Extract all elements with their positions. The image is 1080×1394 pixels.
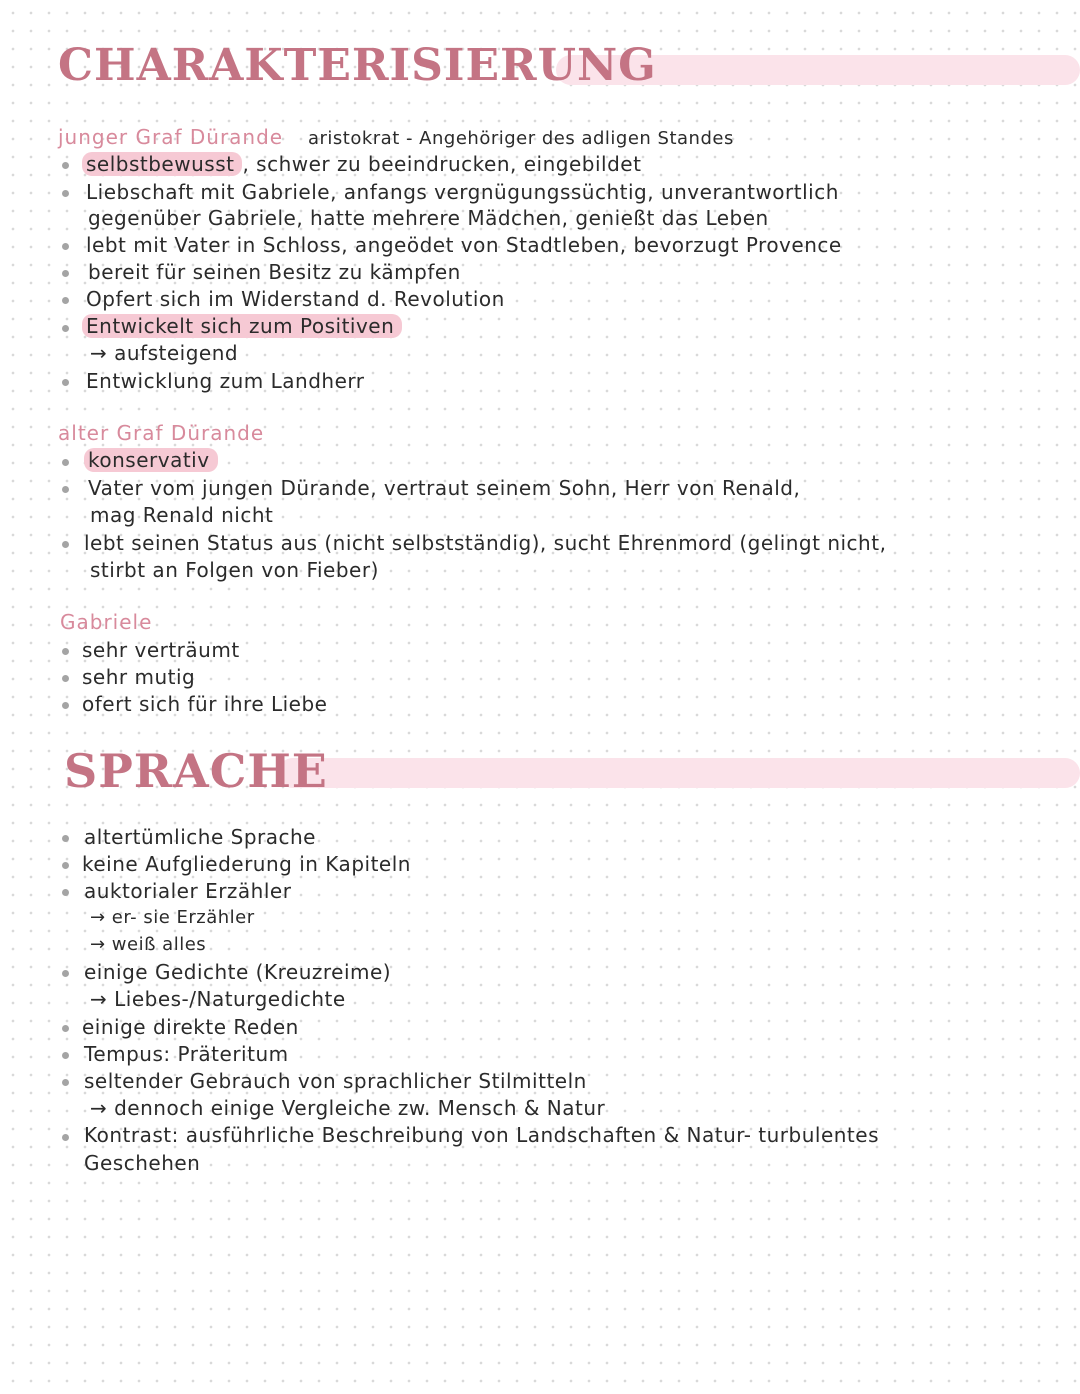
bullet: [62, 325, 69, 332]
bullet: [62, 1079, 69, 1086]
highlight-entwickelt: Entwickelt sich zum Positiven: [82, 314, 402, 338]
list-item-sub: → er- sie Erzähler: [90, 907, 255, 928]
list-item: bereit für seinen Besitz zu kämpfen: [88, 260, 461, 284]
list-item: Kontrast: ausführliche Beschreibung von Landschaften & Natur- turbulentes: [84, 1123, 879, 1147]
list-item: [86, 152, 641, 176]
list-item-continuation: Geschehen: [84, 1151, 201, 1175]
list-item: sehr verträumt: [82, 638, 240, 662]
heading-charakterisierung: CHARAKTERISIERUNG: [58, 40, 657, 91]
list-item: einige Gedichte (Kreuzreime): [84, 960, 392, 984]
list-item-sub: → aufsteigend: [90, 341, 239, 365]
list-item-sub: → weiß alles: [90, 934, 207, 955]
list-item-sub: → Liebes-/Naturgedichte: [90, 987, 346, 1011]
list-item: auktorialer Erzähler: [84, 879, 292, 903]
list-item: [86, 314, 402, 338]
bullet: [62, 1052, 69, 1059]
list-item: Tempus: Präteritum: [84, 1042, 289, 1066]
bullet: [62, 1134, 69, 1141]
subheading-alter-graf: alter Graf Dürande: [58, 421, 265, 445]
list-item-sub: → dennoch einige Vergleiche zw. Mensch & Natur: [90, 1096, 606, 1120]
highlight-selbstbewusst: selbstbewusst: [82, 152, 242, 176]
list-item: [88, 448, 218, 472]
subheading-junger-graf: junger Graf Dürande: [58, 125, 284, 149]
bullet: [62, 541, 69, 548]
bullet: [62, 162, 69, 169]
list-item: lebt seinen Status aus (nicht selbstständig), sucht Ehrenmord (gelingt nicht,: [84, 531, 887, 555]
bullet: [62, 970, 69, 977]
list-item: altertümliche Sprache: [84, 825, 316, 849]
list-item-continuation: gegenüber Gabriele, hatte mehrere Mädchen, genießt das Leben: [88, 206, 769, 230]
list-item: lebt mit Vater in Schloss, angeödet von Stadtleben, bevorzugt Provence: [86, 233, 842, 257]
heading-bar-sprache: [278, 758, 1080, 788]
bullet: [62, 297, 69, 304]
bullet: [62, 243, 69, 250]
bullet: [62, 1025, 69, 1032]
list-item: sehr mutig: [82, 665, 196, 689]
list-item: einige direkte Reden: [82, 1015, 299, 1039]
list-item: seltender Gebrauch von sprachlicher Stilmitteln: [84, 1069, 587, 1093]
list-item-text: , schwer zu beeindrucken, eingebildet: [242, 152, 642, 176]
heading-sprache: SPRACHE: [64, 744, 328, 798]
list-item: Opfert sich im Widerstand d. Revolution: [86, 287, 505, 311]
subheading-gabriele: Gabriele: [60, 610, 153, 634]
bullet: [62, 459, 69, 466]
list-item: keine Aufgliederung in Kapiteln: [82, 852, 411, 876]
bullet: [62, 675, 69, 682]
list-item: Entwicklung zum Landherr: [86, 369, 365, 393]
list-item: ofert sich für ihre Liebe: [82, 692, 328, 716]
junger-graf-description: aristokrat - Angehöriger des adligen Standes: [307, 128, 734, 149]
list-item-continuation: mag Renald nicht: [90, 503, 274, 527]
bullet: [62, 190, 69, 197]
bullet: [62, 486, 69, 493]
bullet: [62, 835, 69, 842]
bullet: [62, 889, 69, 896]
highlight-konservativ: konservativ: [84, 448, 218, 472]
list-item-continuation: stirbt an Folgen von Fieber): [90, 558, 379, 582]
bullet: [62, 862, 69, 869]
bullet: [62, 648, 69, 655]
subheading-row-junger-graf: [58, 125, 734, 149]
bullet: [62, 379, 69, 386]
list-item: Liebschaft mit Gabriele, anfangs vergnügungssüchtig, unverantwortlich: [86, 180, 839, 204]
bullet: [62, 270, 69, 277]
list-item: Vater vom jungen Dürande, vertraut seinem Sohn, Herr von Renald,: [88, 476, 801, 500]
bullet: [62, 702, 69, 709]
